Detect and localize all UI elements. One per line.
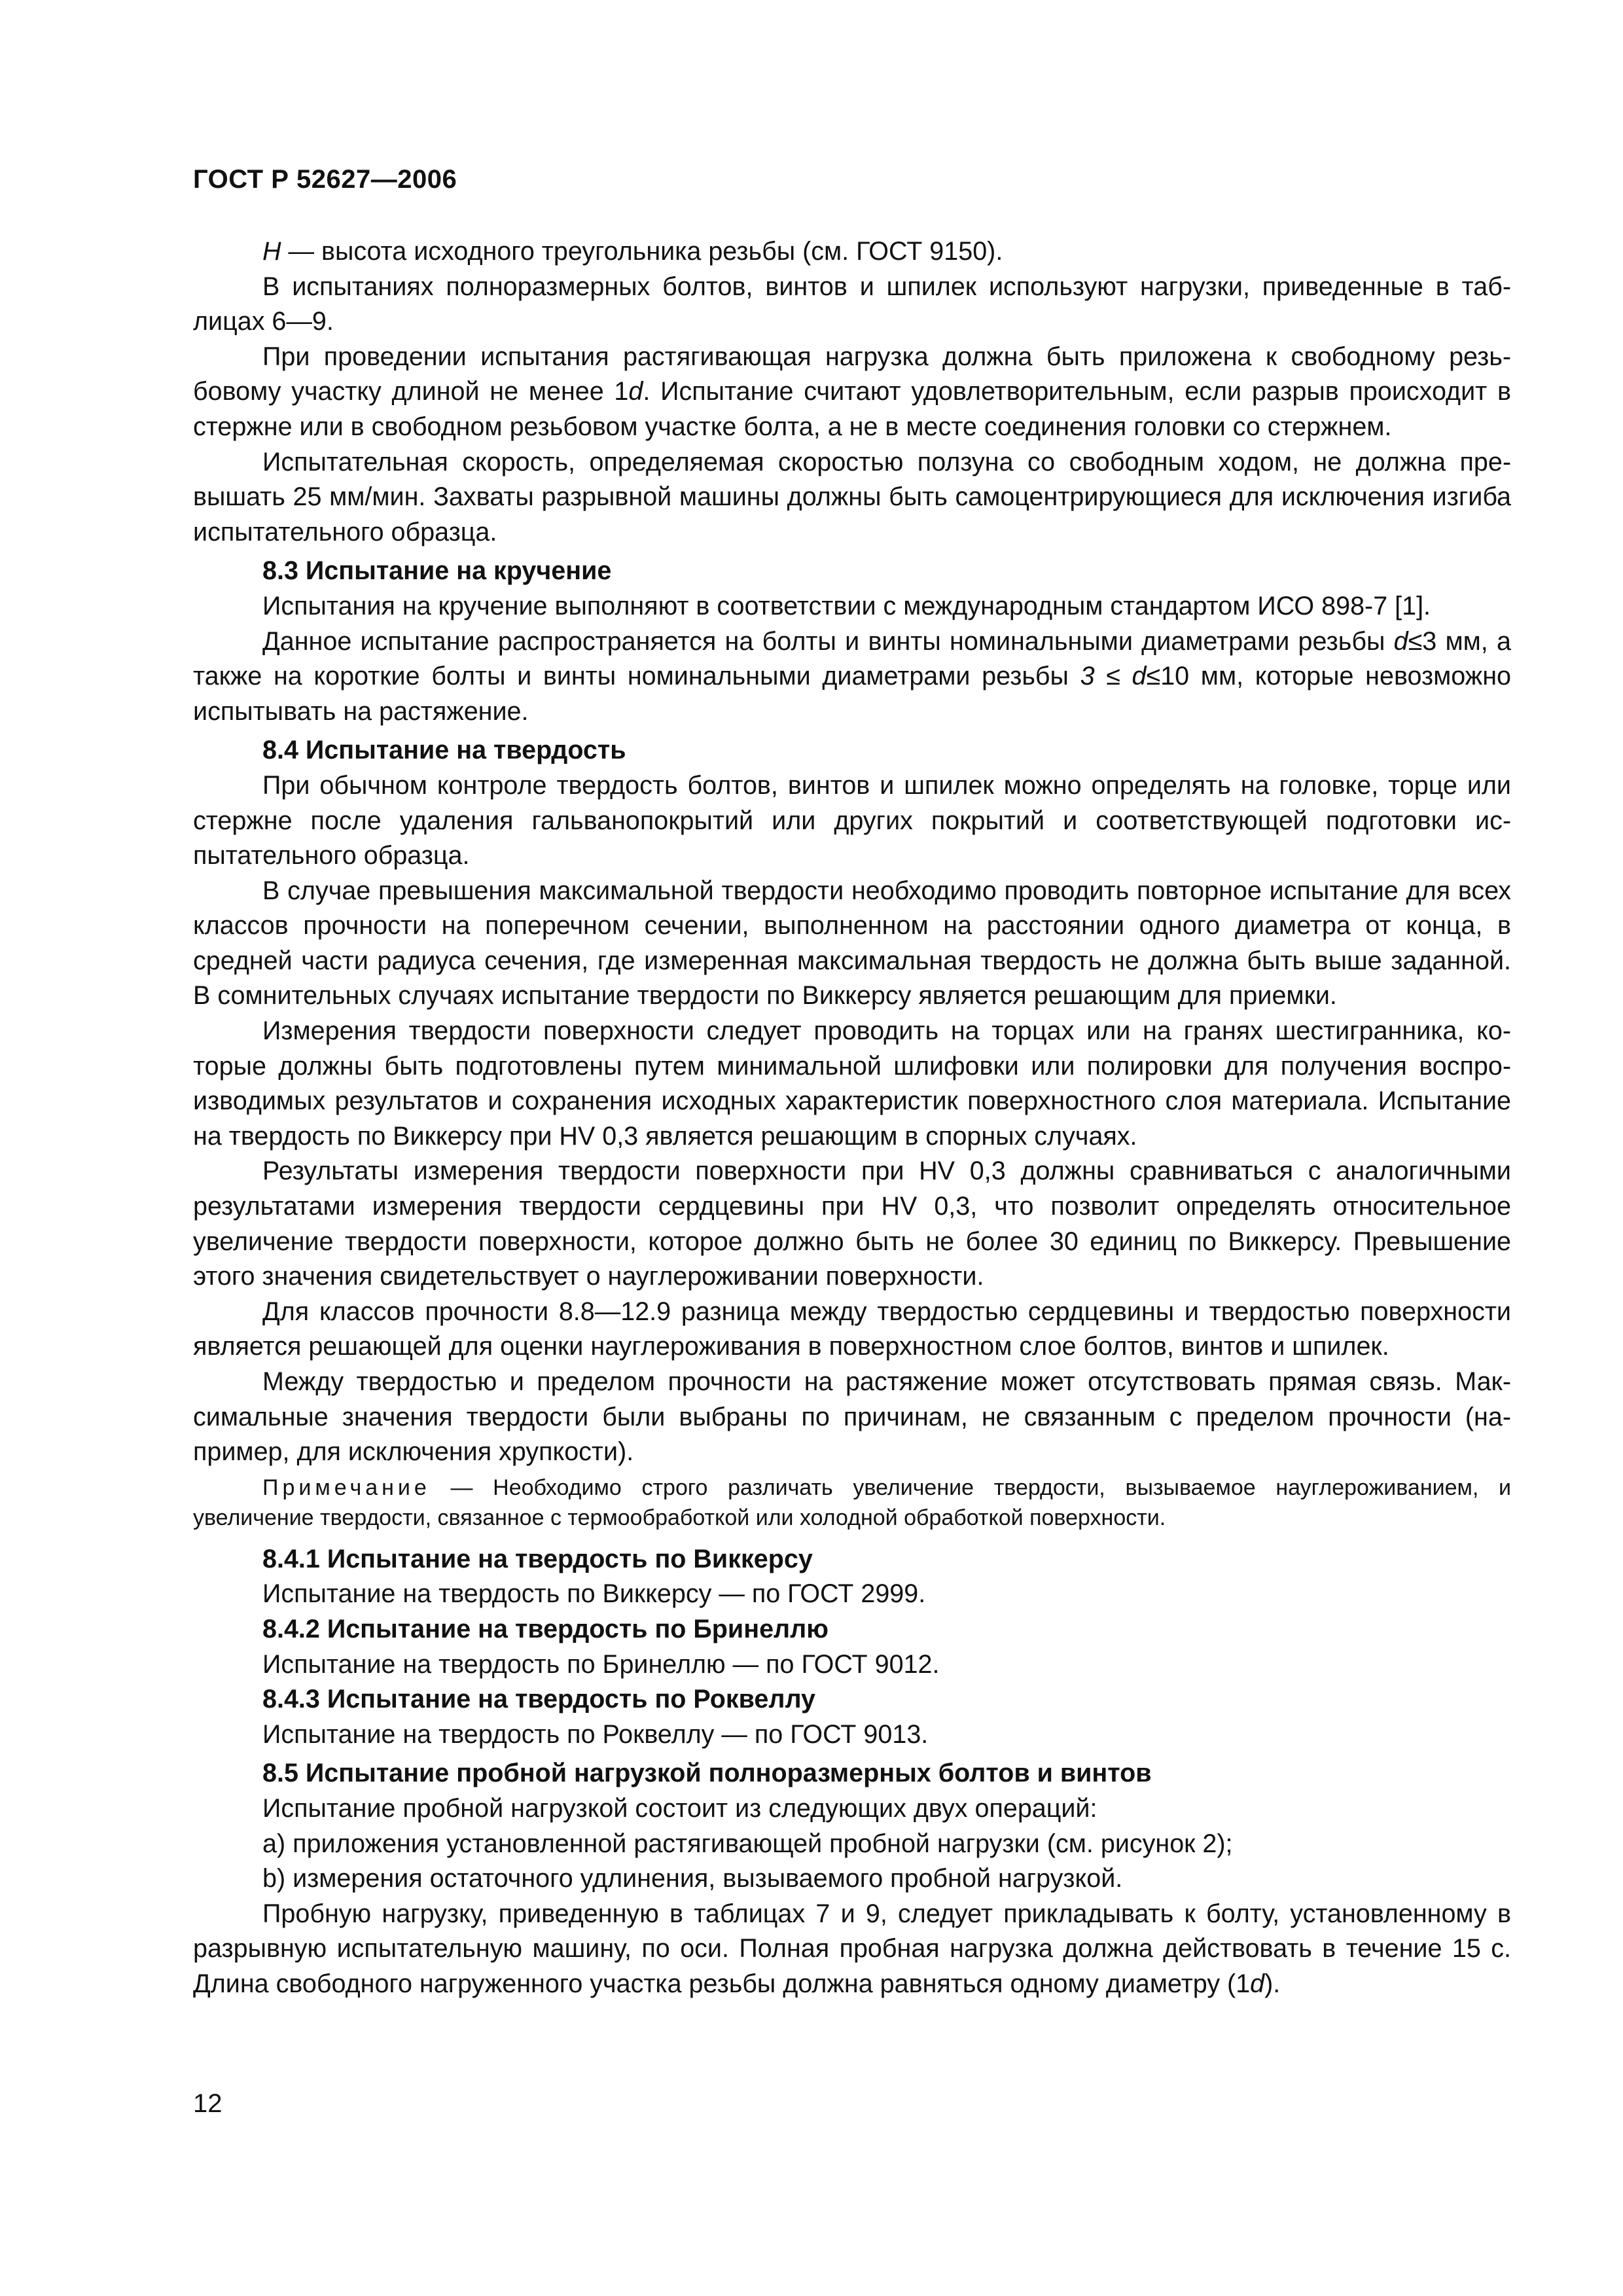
note-label: Примечание bbox=[262, 1475, 431, 1500]
paragraph-hardness-3: Измерения твердости поверхности следует проводить на торцах или на гранях шестигранника, которые должны быть подготовлены путем минимальной шлифовки или полировки для получения воспроизводимых результатов и сохранения исходных характеристик поверхностного слоя материала. Испытание на твердость по Виккерсу при HV 0,3 является решающим в спорных случаях. bbox=[193, 1016, 1511, 1151]
document-body bbox=[193, 234, 1511, 2002]
section-heading-8-4-2: 8.4.2 Испытание на твердость по Бринеллю bbox=[262, 1614, 829, 1643]
paragraph-loads: В испытаниях полноразмерных болтов, винтов и шпилек используют нагрузки, приведенные в таблицах 6—9. bbox=[193, 272, 1511, 336]
paragraph-test-speed: Испытательная скорость, определяемая скоростью ползуна со свободным ходом, не должна превышать 25 мм/мин. Захваты разрывной машины должны быть самоцентрирующиеся для исключения изгиба испытательного образца. bbox=[193, 447, 1511, 547]
paragraph-hardness-4: Результаты измерения твердости поверхности при HV 0,3 должны сравниваться с аналогичными результатами измерения твердости сердцевины при HV 0,3, что позволит определять относительное увеличение твердости поверхности, которое должно быть не более 30 единиц по Виккерсу. Превышение этого значения свидетельствует о науглероживании поверхности. bbox=[193, 1157, 1511, 1291]
list-item-b: b) измерения остаточного удлинения, вызываемого пробной нагрузкой. bbox=[262, 1864, 1123, 1893]
paragraph-torsion-iso: Испытания на кручение выполняют в соответствии с международным стандартом ИСО 898-7 [1]. bbox=[262, 591, 1431, 620]
paragraph-torsion-scope: Данное испытание распространяется на болты и винты номинальными диаметрами резьбы d≤3 мм, а также на короткие болты и винты номинальными диаметрами резьбы 3 ≤ d≤10 мм, которые невозможно испытывать на растяжение. bbox=[193, 626, 1512, 726]
section-heading-8-4-3: 8.4.3 Испытание на твердость по Роквеллу bbox=[262, 1685, 816, 1714]
paragraph-proof-load-intro: Испытание пробной нагрузкой состоит из следующих двух операций: bbox=[262, 1793, 1097, 1823]
paragraph-hardness-6: Между твердостью и пределом прочности на растяжение может отсутствовать прямая связь. Максимальные значения твердости были выбраны по причинам, не связанным с пределом прочности (например, для исключения хрупкости). bbox=[193, 1367, 1511, 1467]
section-heading-8-5: 8.5 Испытание пробной нагрузкой полноразмерных болтов и винтов bbox=[262, 1759, 1152, 1788]
page-number: 12 bbox=[193, 2089, 223, 2118]
note bbox=[193, 1473, 1511, 1533]
list-item-a: a) приложения установленной растягивающей пробной нагрузки (см. рисунок 2); bbox=[262, 1829, 1233, 1858]
paragraph-rockwell: Испытание на твердость по Роквеллу — по ГОСТ 9013. bbox=[262, 1719, 929, 1749]
paragraph-hardness-2: В случае превышения максимальной твердости необходимо проводить повторное испытание для всех классов прочности на поперечном сечении, выполненном на расстоянии одного диаметра от конца, в средней части радиуса сечения, где измеренная максимальная твердость не должна быть выше заданной. В сомнительных случаях испытание твердости по Виккерсу является решающим для приемки. bbox=[193, 876, 1511, 1011]
paragraph-h-definition: H — высота исходного треугольника резьбы (см. ГОСТ 9150). bbox=[262, 237, 1003, 266]
section-heading-8-3: 8.3 Испытание на кручение bbox=[262, 556, 612, 586]
paragraph-hardness-5: Для классов прочности 8.8—12.9 разница между твердостью сердцевины и твердостью поверхности является решающей для оценки науглероживания в поверхностном слое болтов, винтов и шпилек. bbox=[193, 1297, 1511, 1361]
paragraph-hardness-1: При обычном контроле твердость болтов, винтов и шпилек можно определять на головке, торце или стержне после удаления гальванопокрытий или других покрытий и соответствующей подготовки испытательного образца. bbox=[193, 770, 1511, 870]
paragraph-proof-load-application: Пробную нагрузку, приведенную в таблицах 7 и 9, следует прикладывать к болту, установленному в разрывную испытательную машину, по оси. Полная пробная нагрузка должна действовать в течение 15 с. Длина свободного нагруженного участка резьбы должна равняться одному диаметру (1d). bbox=[193, 1899, 1511, 1998]
paragraph-brinell: Испытание на твердость по Бринеллю — по ГОСТ 9012. bbox=[262, 1649, 940, 1679]
section-heading-8-4-1: 8.4.1 Испытание на твердость по Виккерсу bbox=[262, 1544, 813, 1573]
note-text: — Необходимо строго различать увеличение твердости, вызываемое науглероживанием, и увеличение твердости, связанное с термообработкой или холодной обработкой поверхности. bbox=[193, 1475, 1511, 1530]
document-header: ГОСТ Р 52627—2006 bbox=[193, 165, 457, 194]
paragraph-tension-load: При проведении испытания растягивающая нагрузка должна быть приложена к свободному резьбовому участку длиной не менее 1d. Испытание считают удовлетворительным, если разрыв происходит в стержне или в свободном резьбовом участке болта, а не в месте соединения головки со стержнем. bbox=[193, 342, 1511, 441]
section-heading-8-4: 8.4 Испытание на твердость bbox=[262, 736, 626, 765]
paragraph-vickers: Испытание на твердость по Виккерсу — по ГОСТ 2999. bbox=[262, 1579, 926, 1609]
